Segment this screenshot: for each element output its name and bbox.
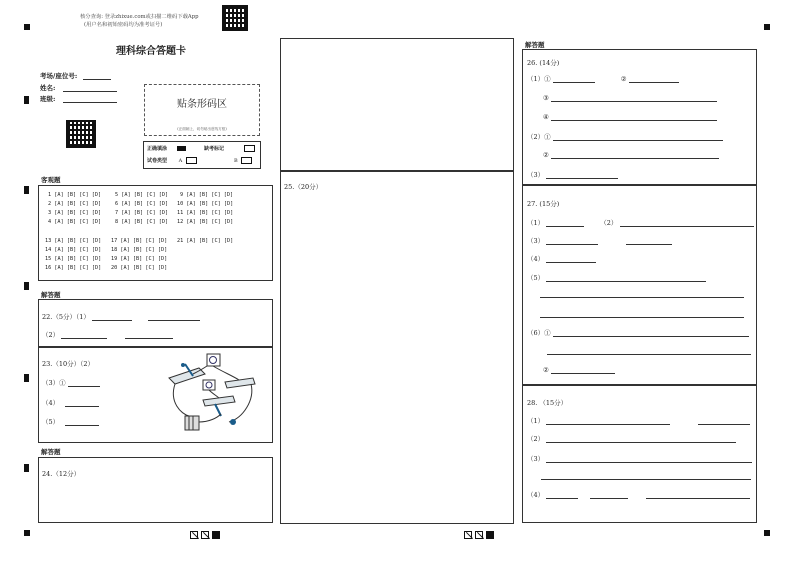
q28-blank-2[interactable] [698, 417, 750, 425]
q23-p5-label: （5） [42, 418, 60, 426]
qr-code-header [222, 5, 248, 31]
exam-room-row [40, 71, 111, 80]
barcode-area [144, 84, 260, 136]
q22-blank-3[interactable] [61, 331, 107, 339]
timing-mark [24, 464, 29, 472]
q27-p5-label: （5） [527, 274, 545, 282]
q26-p1c-label: ③ [543, 94, 549, 102]
q22-blank-1[interactable] [92, 313, 132, 321]
q26-blank-4[interactable] [551, 113, 717, 121]
q27-row3 [527, 236, 672, 245]
barcode-note: (正面朝上，切勿贴出虚线方框) [177, 127, 227, 131]
q26-blank-1[interactable] [553, 75, 595, 83]
q26-row2 [527, 132, 723, 141]
q27-blank-7[interactable] [540, 290, 744, 298]
q23-blank-4[interactable] [65, 399, 99, 407]
option-row[interactable]: 18 [A] [B] [C] [D] [111, 247, 168, 253]
q26-p3-label: （3） [527, 171, 545, 179]
q27-blank-3[interactable] [546, 237, 598, 245]
option-row[interactable]: 5 [A] [B] [C] [D] [115, 192, 169, 198]
absent-row [204, 145, 255, 152]
q26-p2b-label: ② [543, 151, 549, 159]
q27-blank-11[interactable] [551, 366, 615, 374]
q27-p2-label: （2） [600, 219, 618, 227]
option-row[interactable]: 13 [A] [B] [C] [D] [45, 238, 102, 244]
circuit-diagram-image [163, 352, 263, 434]
q23-row3 [42, 378, 100, 387]
q26-row1c [543, 94, 717, 102]
q24-box[interactable] [38, 457, 273, 523]
q27-blank-2[interactable] [620, 219, 754, 227]
option-row[interactable]: 3 [A] [B] [C] [D] [48, 210, 102, 216]
q22-row2 [42, 330, 173, 339]
answer-section-title: 解答题 [41, 291, 61, 299]
q27-p4-label: （4） [527, 255, 545, 263]
option-row[interactable]: 17 [A] [B] [C] [D] [111, 238, 168, 244]
name-field[interactable] [63, 84, 117, 92]
q28-blank-1[interactable] [546, 417, 670, 425]
q24-label: 24.（12分） [42, 470, 81, 478]
absent-checkbox[interactable] [244, 145, 255, 152]
class-label: 班级: [40, 95, 56, 103]
paper-type-label: 试卷类型 [147, 158, 168, 164]
hatched-square-icon [190, 531, 198, 539]
q26-p1b-label: ② [620, 75, 627, 83]
option-row[interactable]: 8 [A] [B] [C] [D] [115, 219, 169, 225]
q27-row1 [527, 218, 754, 227]
absent-label: 缺考标记 [204, 146, 225, 152]
q28-box[interactable] [522, 385, 757, 523]
q28-label: 28. （15分） [527, 399, 568, 407]
q26-blank-6[interactable] [551, 151, 719, 159]
option-row[interactable]: 4 [A] [B] [C] [D] [48, 219, 102, 225]
q28-p3-label: （3） [527, 455, 545, 463]
q28-row2 [527, 434, 736, 443]
option-row[interactable]: 6 [A] [B] [C] [D] [115, 201, 169, 207]
q23-blank-3[interactable] [68, 379, 100, 387]
q23-row5 [42, 417, 99, 426]
q26-blank-2[interactable] [629, 75, 679, 83]
q23-label: 23.（10分）（2） [42, 360, 94, 368]
q28-blank-7[interactable] [590, 491, 628, 499]
q27-p6-label: （6）① [527, 329, 551, 337]
q28-blank-6[interactable] [546, 491, 578, 499]
q22-box[interactable] [38, 299, 273, 347]
corner-mark-br [764, 530, 770, 536]
q28-row3 [527, 454, 752, 463]
option-row[interactable]: 7 [A] [B] [C] [D] [115, 210, 169, 216]
q27-row4 [527, 254, 596, 263]
name-row [40, 83, 117, 92]
middle-upper-box[interactable] [280, 38, 514, 171]
hatched-square-icon [464, 531, 472, 539]
option-row[interactable]: 1 [A] [B] [C] [D] [48, 192, 102, 198]
option-row[interactable]: 9 [A] [B] [C] [D] [180, 192, 234, 198]
qr-code-student [66, 120, 96, 148]
q28-p1-label: （1） [527, 417, 545, 425]
q28-blank-3[interactable] [546, 435, 736, 443]
q27-p1-label: （1） [527, 219, 545, 227]
option-row[interactable]: 19 [A] [B] [C] [D] [111, 256, 168, 262]
type-b-row [234, 157, 252, 164]
barcode-label: 贴条形码区 [177, 99, 227, 110]
q26-blank-7[interactable] [546, 171, 618, 179]
q22-blank-2[interactable] [148, 313, 200, 321]
type-a-label: A [178, 158, 183, 164]
option-row[interactable]: 2 [A] [B] [C] [D] [48, 201, 102, 207]
q27-p3-label: （3） [527, 237, 545, 245]
q27-box[interactable] [522, 185, 757, 385]
q26-p1d-label: ④ [543, 113, 549, 121]
filled-square-icon [177, 146, 186, 151]
score-notice-line2: (用户名和初始密码均为准考证号) [84, 22, 163, 28]
option-row[interactable]: 20 [A] [B] [C] [D] [111, 265, 168, 271]
option-row[interactable]: 11 [A] [B] [C] [D] [177, 210, 234, 216]
q28-blank-8[interactable] [646, 491, 750, 499]
hatched-square-icon [201, 531, 209, 539]
class-field[interactable] [63, 95, 117, 103]
corner-mark-tr [764, 24, 770, 30]
q27-blank-10[interactable] [547, 347, 751, 355]
option-row[interactable]: 12 [A] [B] [C] [D] [177, 219, 234, 225]
timing-mark [24, 96, 29, 104]
exam-room-label: 考场/座位号: [40, 72, 78, 80]
answer-section-title-3: 解答题 [525, 41, 545, 49]
q23-p3-label: （3）① [42, 379, 66, 387]
q28-blank-4[interactable] [546, 455, 752, 463]
q27-row6 [527, 328, 749, 337]
q27-label: 27. (15分) [527, 200, 560, 208]
timing-mark [24, 282, 29, 290]
q26-box[interactable] [522, 49, 757, 185]
legend-box [143, 141, 261, 169]
objective-title: 客观题 [41, 176, 61, 184]
type-a-checkbox[interactable] [186, 157, 197, 164]
q26-row1 [527, 74, 679, 83]
q23-blank-5[interactable] [65, 418, 99, 426]
q26-row2b [543, 151, 719, 159]
paper-type-row [147, 157, 197, 164]
option-row[interactable]: 14 [A] [B] [C] [D] [45, 247, 102, 253]
q25-box[interactable] [280, 171, 514, 524]
q22-label: 22.（5分）（1） [42, 313, 90, 321]
q27-blank-6[interactable] [546, 274, 706, 282]
q26-p1-label: （1）① [527, 75, 551, 83]
q22-part2-label: （2） [42, 331, 60, 339]
objective-box [38, 185, 273, 281]
timing-mark [24, 374, 29, 382]
option-row[interactable]: 16 [A] [B] [C] [D] [45, 265, 102, 271]
page-marker-right [464, 531, 497, 539]
q22-blank-4[interactable] [125, 331, 173, 339]
q27-blank-4[interactable] [626, 237, 672, 245]
q23-box[interactable] [38, 347, 273, 443]
q26-blank-5[interactable] [553, 133, 723, 141]
q27-row5 [527, 273, 706, 282]
q28-p4-label: （4） [527, 491, 545, 499]
q26-row3 [527, 170, 618, 179]
page-title: 理科综合答题卡 [116, 46, 186, 57]
name-label: 姓名: [40, 84, 56, 92]
corner-mark-bl [24, 530, 30, 536]
type-b-checkbox[interactable] [241, 157, 252, 164]
q27-p6b-label: ② [543, 366, 549, 374]
q28-row1 [527, 416, 750, 425]
q26-row1d [543, 113, 717, 121]
hatched-square-icon [475, 531, 483, 539]
option-row[interactable]: 15 [A] [B] [C] [D] [45, 256, 102, 262]
exam-room-field[interactable] [83, 72, 111, 80]
q27-blank-9[interactable] [553, 329, 749, 337]
page-marker-left [190, 531, 223, 539]
q26-label: 26. (14分) [527, 59, 560, 67]
class-row [40, 94, 117, 103]
filled-square-icon [212, 531, 220, 539]
q27-row6b [543, 366, 615, 374]
timing-mark [24, 186, 29, 194]
option-row[interactable]: 10 [A] [B] [C] [D] [177, 201, 234, 207]
answer-section-title-2: 解答题 [41, 448, 61, 456]
q27-blank-5[interactable] [546, 255, 596, 263]
corner-mark-tl [24, 24, 30, 30]
filled-square-icon [486, 531, 494, 539]
type-b-label: B [234, 158, 238, 164]
q26-blank-3[interactable] [551, 94, 717, 102]
q26-p2-label: （2）① [527, 133, 551, 141]
q22-row1 [42, 312, 200, 321]
q28-p2-label: （2） [527, 435, 545, 443]
q27-blank-1[interactable] [546, 219, 584, 227]
q28-blank-5[interactable] [541, 472, 751, 480]
correct-fill-label: 正确填涂 [147, 146, 168, 152]
q27-blank-8[interactable] [540, 310, 744, 318]
q25-label: 25.（20分） [284, 183, 323, 191]
correct-fill-row [147, 145, 186, 152]
score-notice-line1: 核分查询: 登录zhixue.com或扫描二维码下载App [80, 14, 199, 20]
q23-p4-label: （4） [42, 399, 60, 407]
option-row[interactable]: 21 [A] [B] [C] [D] [177, 238, 234, 244]
q23-row4 [42, 398, 99, 407]
q28-row4 [527, 490, 750, 499]
